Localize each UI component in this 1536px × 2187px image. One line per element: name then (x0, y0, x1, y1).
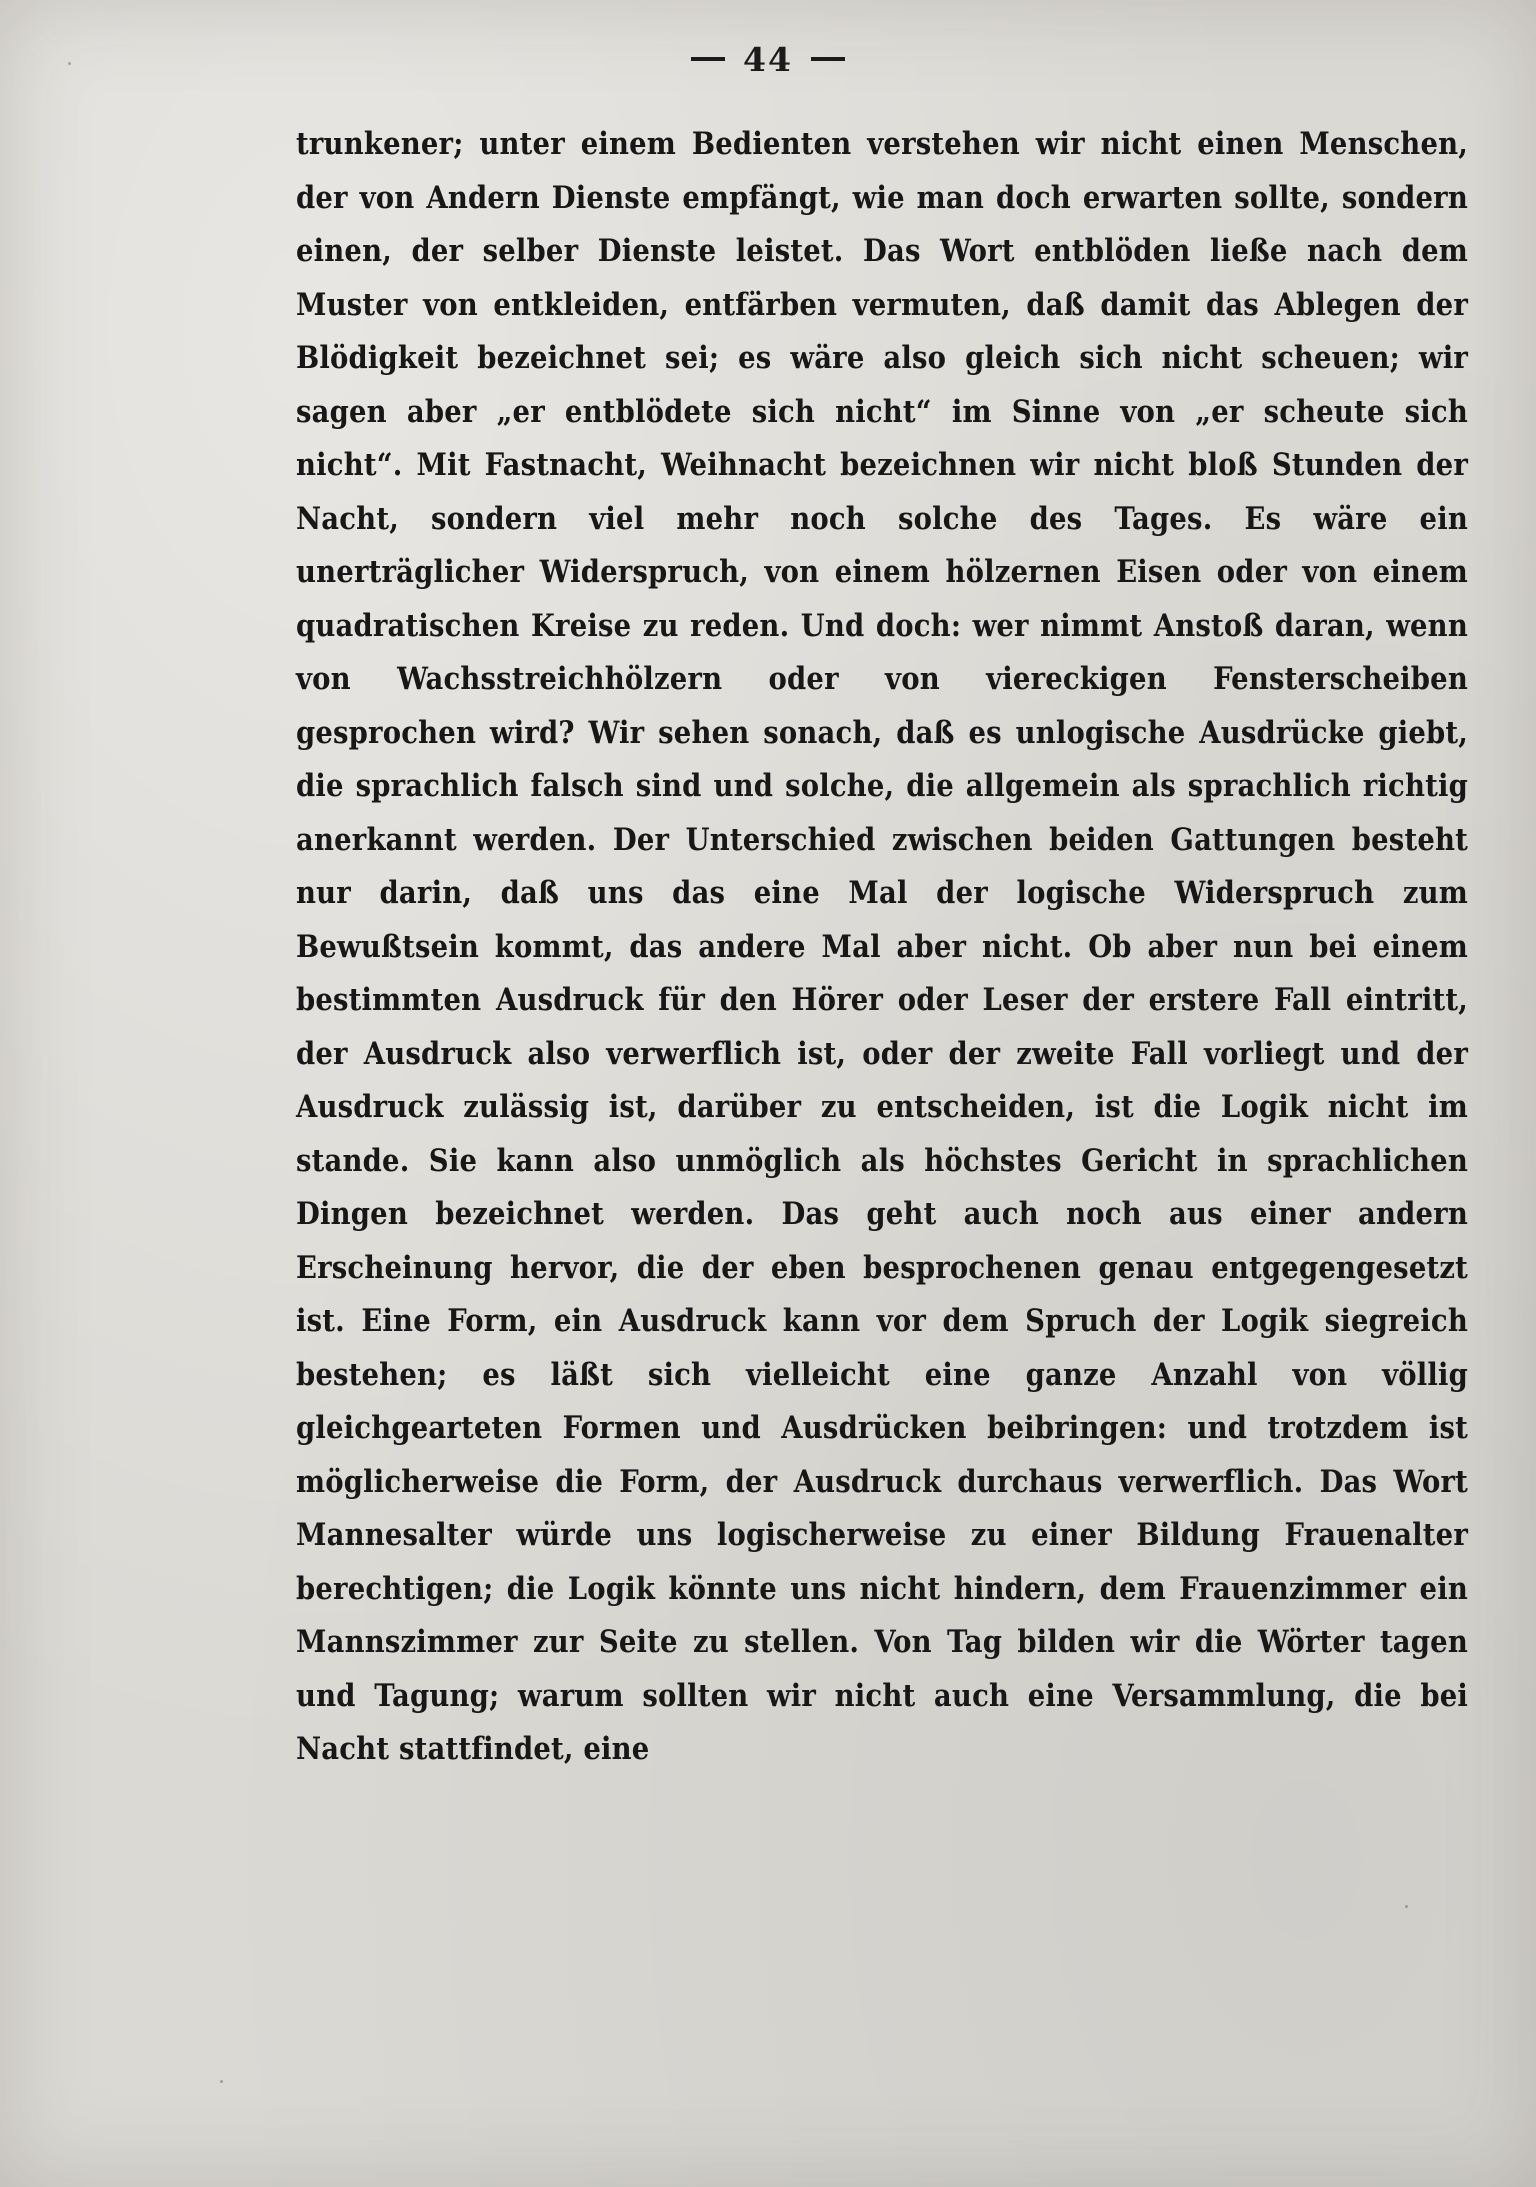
paper-speck (220, 2080, 223, 2083)
paper-speck (68, 62, 71, 65)
page-header (0, 40, 1536, 79)
paper-speck (1405, 1905, 1408, 1908)
header-rule-left (691, 57, 725, 61)
header-rule-right (811, 57, 845, 61)
page-number: 44 (743, 40, 793, 79)
page-body (296, 118, 1468, 1777)
body-paragraph: trunkener; unter einem Bedienten verstehen wir nicht einen Menschen, der von Andern Dienste empfängt, wie man doch erwarten sollte, sondern einen, der selber Dienste leistet. Das Wort entblöden ließe nach dem Muster von entkleiden, entfärben vermuten, daß damit das Ablegen der Blödigkeit bezeichnet sei; es wäre also gleich sich nicht scheuen; wir sagen aber „er entblödete sich nicht“ im Sinne von „er scheute sich nicht“. Mit Fastnacht, Weihnacht bezeichnen wir nicht bloß Stunden der Nacht, sondern viel mehr noch solche des Tages. Es wäre ein unerträglicher Widerspruch, von einem hölzernen Eisen oder von einem quadratischen Kreise zu reden. Und doch: wer nimmt Anstoß daran, wenn von Wachsstreichhölzern oder von viereckigen Fensterscheiben gesprochen wird? Wir sehen sonach, daß es unlogische Ausdrücke giebt, die sprachlich falsch sind und solche, die allgemein als sprachlich richtig anerkannt werden. Der Unterschied zwischen beiden Gattungen besteht nur darin, daß uns das eine Mal der logische Widerspruch zum Bewußtsein kommt, das andere Mal aber nicht. Ob aber nun bei einem bestimmten Ausdruck für den Hörer oder Leser der erstere Fall eintritt, der Ausdruck also verwerflich ist, oder der zweite Fall vorliegt und der Ausdruck zulässig ist, darüber zu entscheiden, ist die Logik nicht im stande. Sie kann also unmöglich als höchstes Gericht in sprachlichen Dingen bezeichnet werden. Das geht auch noch aus einer andern Erscheinung hervor, die der eben besprochenen genau entgegengesetzt ist. Eine Form, ein Ausdruck kann vor dem Spruch der Logik siegreich bestehen; es läßt sich vielleicht eine ganze Anzahl von völlig gleichgearteten Formen und Ausdrücken beibringen: und trotzdem ist möglicherweise die Form, der Ausdruck durchaus verwerflich. Das Wort Mannesalter würde uns logischerweise zu einer Bildung Frauenalter berechtigen; die Logik könnte uns nicht hindern, dem Frauenzimmer ein Mannszimmer zur Seite zu stellen. Von Tag bilden wir die Wörter tagen und Tagung; warum sollten wir nicht auch eine Versammlung, die bei Nacht stattfindet, eine (296, 126, 1468, 1767)
